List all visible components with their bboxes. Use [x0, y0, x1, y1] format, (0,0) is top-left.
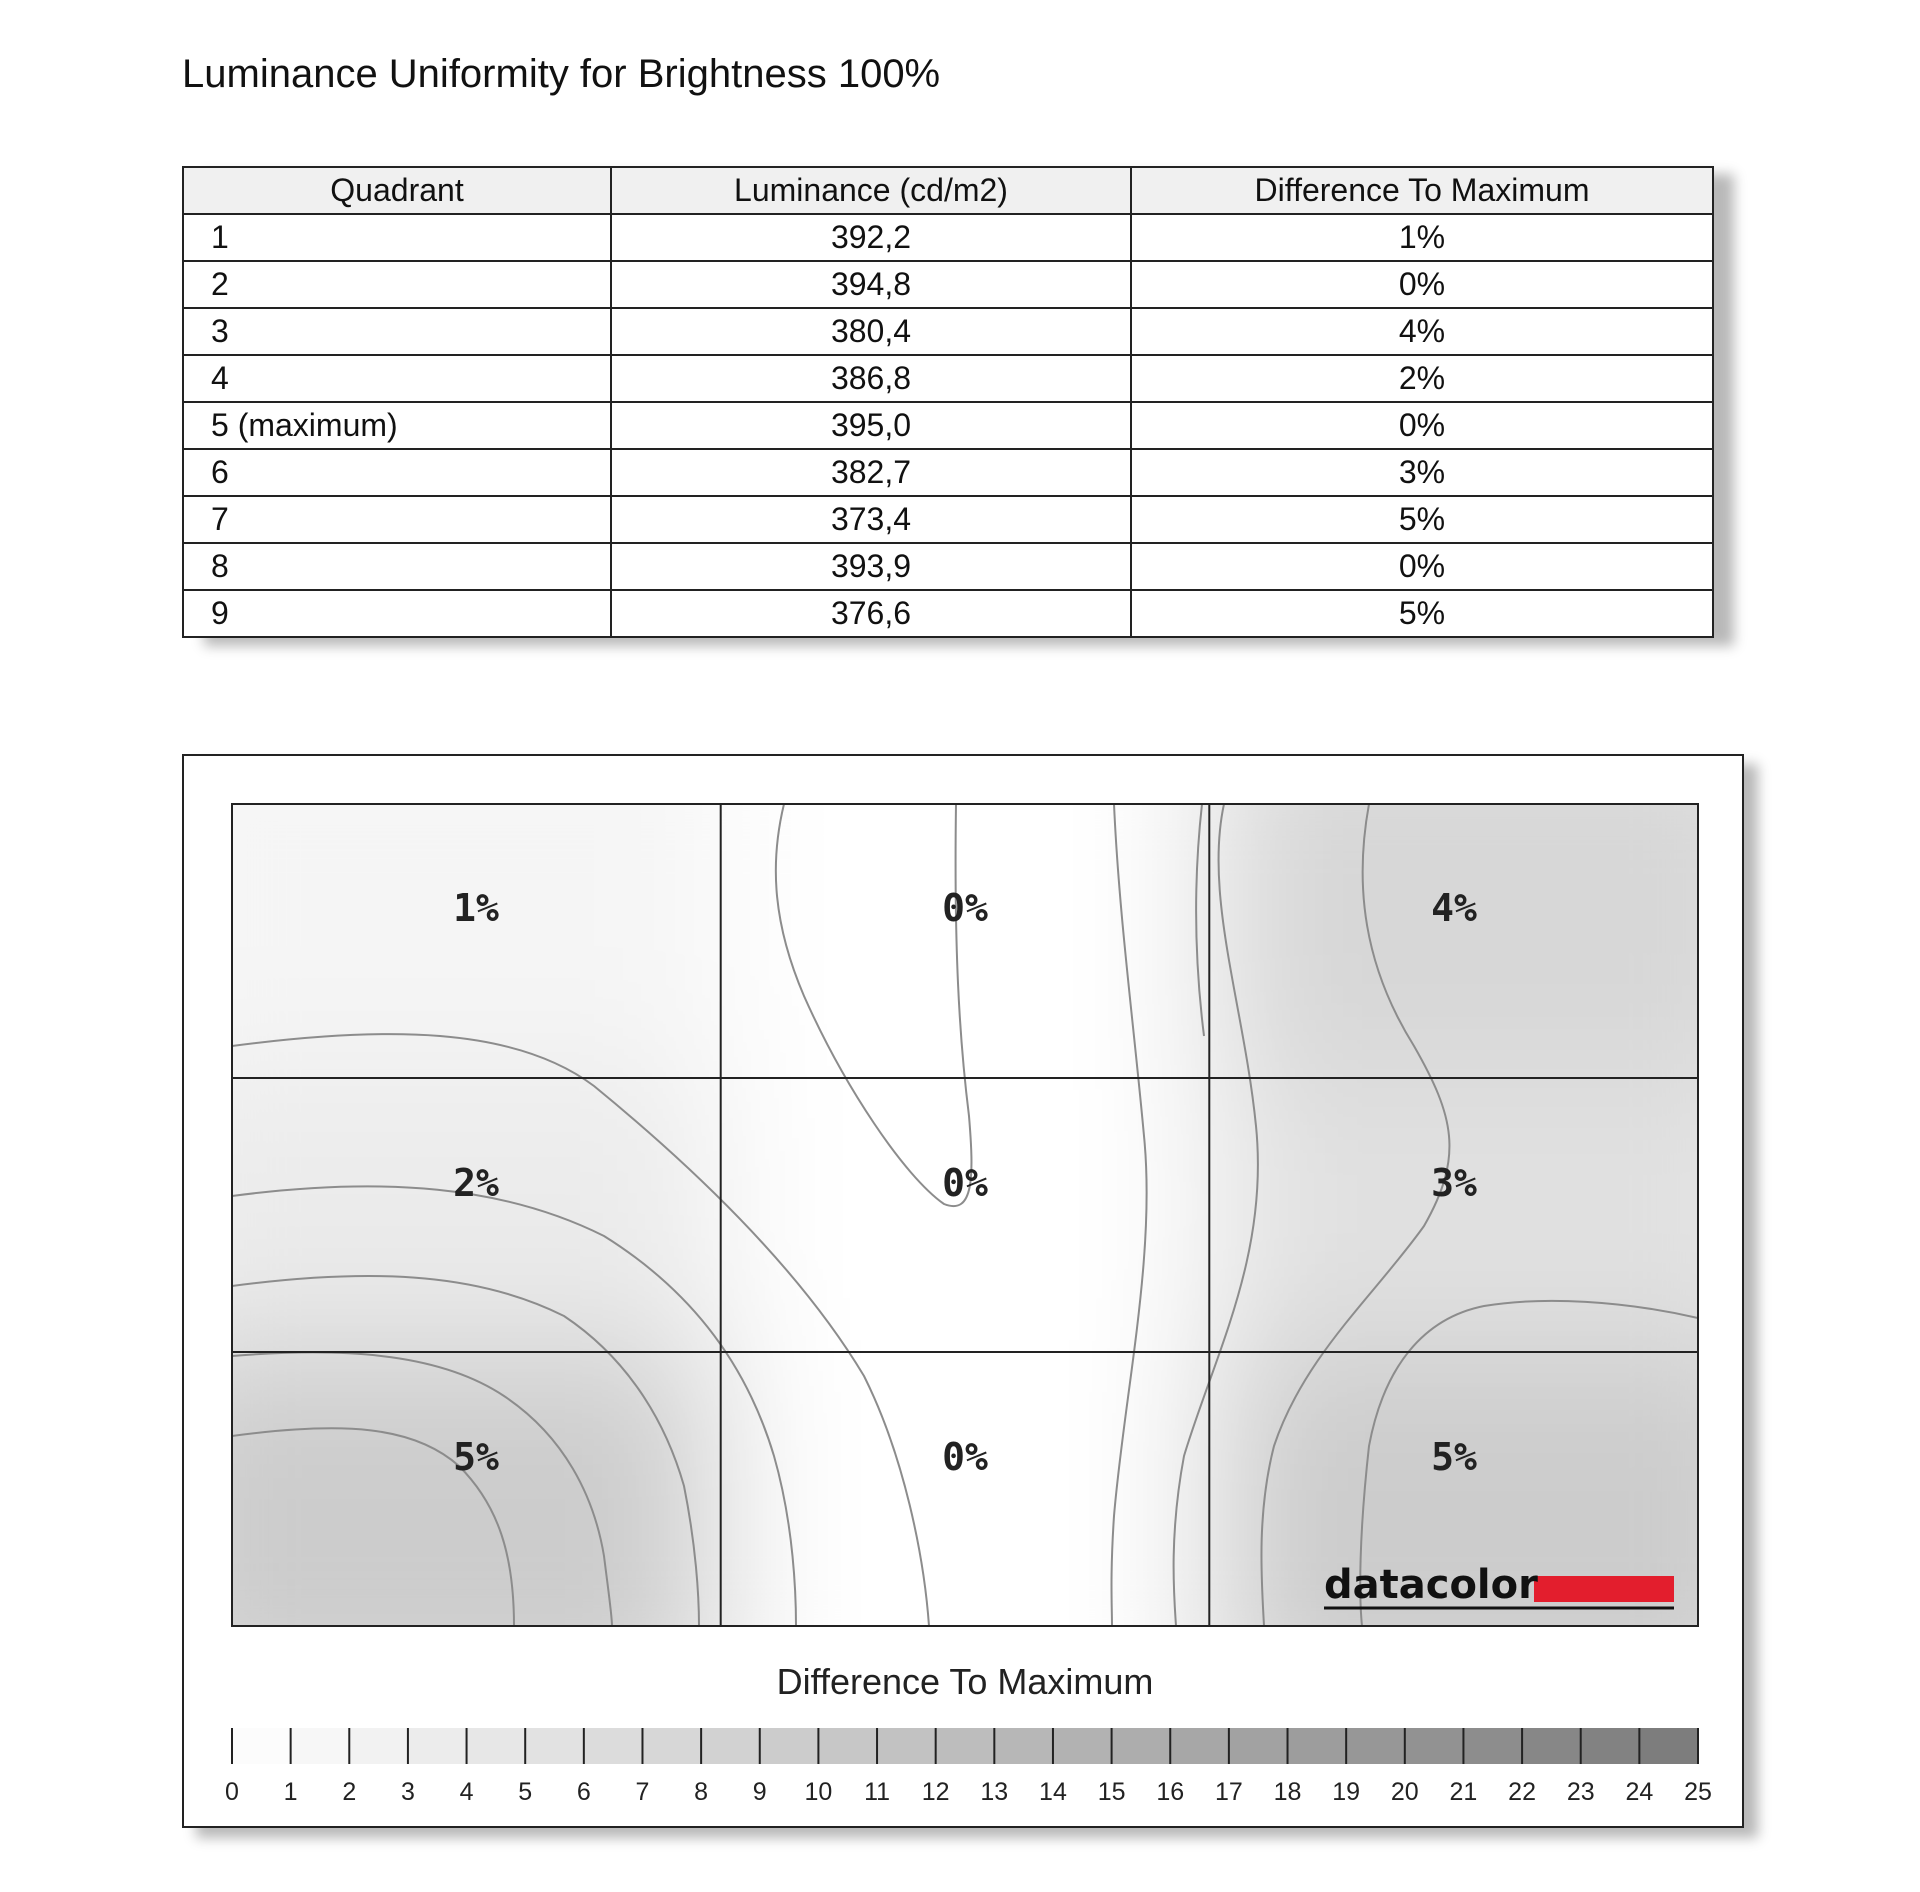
legend-segment	[1170, 1728, 1229, 1764]
quadrant-cell: 6	[183, 449, 611, 496]
header-quadrant: Quadrant	[183, 167, 611, 214]
legend-tick-label: 20	[1390, 1778, 1419, 1806]
luminance-cell: 392,2	[611, 214, 1131, 261]
quadrant-cell: 8	[183, 543, 611, 590]
legend-tick-label: 17	[1214, 1778, 1243, 1806]
legend-tick-label: 19	[1332, 1778, 1361, 1806]
legend-tick-label: 7	[635, 1778, 650, 1806]
luminance-cell: 386,8	[611, 355, 1131, 402]
legend-segment	[408, 1728, 467, 1764]
legend-segment	[291, 1728, 350, 1764]
legend-segment	[1522, 1728, 1581, 1764]
heatmap-cell	[184, 1078, 721, 1352]
legend-segment	[642, 1728, 701, 1764]
difference-cell: 5%	[1131, 590, 1713, 637]
table-row	[183, 261, 1713, 308]
legend-tick-label: 9	[752, 1778, 767, 1806]
quadrant-cell: 3	[183, 308, 611, 355]
table-row	[183, 355, 1713, 402]
legend-tick-label: 0	[225, 1778, 239, 1806]
legend-segment	[818, 1728, 877, 1764]
legend-segment	[1229, 1728, 1288, 1764]
header-difference: Difference To Maximum	[1131, 167, 1713, 214]
legend-segment	[1288, 1728, 1347, 1764]
legend-tick-label: 22	[1508, 1778, 1536, 1806]
cell-label: 1%	[453, 886, 499, 930]
legend-segment	[1053, 1728, 1112, 1764]
legend-tick-label: 10	[804, 1778, 833, 1806]
difference-cell: 0%	[1131, 402, 1713, 449]
cell-label: 5%	[1431, 1435, 1477, 1479]
quadrant-cell: 9	[183, 590, 611, 637]
luminance-cell: 393,9	[611, 543, 1131, 590]
table-row	[183, 449, 1713, 496]
table-row	[183, 590, 1713, 637]
legend-tick-label: 21	[1449, 1778, 1478, 1806]
legend-title: Difference To Maximum	[776, 1661, 1154, 1702]
luminance-cell: 382,7	[611, 449, 1131, 496]
page-title: Luminance Uniformity for Brightness 100%	[182, 52, 941, 96]
legend-segment	[232, 1728, 291, 1764]
legend-segment	[584, 1728, 643, 1764]
difference-cell: 5%	[1131, 496, 1713, 543]
luminance-cell: 395,0	[611, 402, 1131, 449]
luminance-cell: 373,4	[611, 496, 1131, 543]
uniformity-chart-frame	[182, 754, 1744, 1828]
table-row	[183, 496, 1713, 543]
cell-label: 2%	[453, 1161, 499, 1205]
luminance-cell: 380,4	[611, 308, 1131, 355]
table-row	[183, 543, 1713, 590]
luminance-table	[182, 166, 1714, 638]
legend-tick-label: 8	[694, 1778, 709, 1806]
legend-tick-label: 24	[1625, 1778, 1654, 1806]
legend-tick-label: 5	[518, 1778, 533, 1806]
difference-cell: 1%	[1131, 214, 1713, 261]
legend-segment	[1405, 1728, 1464, 1764]
table-row	[183, 308, 1713, 355]
legend-tick-label: 15	[1097, 1778, 1126, 1806]
cell-label: 0%	[942, 1161, 988, 1205]
legend-tick-label: 25	[1684, 1778, 1712, 1806]
uniformity-chart	[184, 756, 1742, 1826]
legend-tick-label: 23	[1566, 1778, 1595, 1806]
quadrant-cell: 7	[183, 496, 611, 543]
difference-cell: 2%	[1131, 355, 1713, 402]
legend-segment	[525, 1728, 584, 1764]
legend-segment	[701, 1728, 760, 1764]
legend-tick-label: 2	[342, 1778, 357, 1806]
legend-tick-label: 6	[576, 1778, 591, 1806]
legend-tick-label: 4	[459, 1778, 474, 1806]
legend-segment	[1463, 1728, 1522, 1764]
difference-cell: 3%	[1131, 449, 1713, 496]
legend-tick-label: 12	[921, 1778, 950, 1806]
legend-segment	[877, 1728, 936, 1764]
difference-cell: 0%	[1131, 261, 1713, 308]
legend-segment	[1346, 1728, 1405, 1764]
legend-segment	[1112, 1728, 1171, 1764]
legend-tick-label: 16	[1156, 1778, 1185, 1806]
legend-tick-label: 18	[1273, 1778, 1302, 1806]
heatmap-cell	[721, 1078, 1210, 1352]
legend-segment	[349, 1728, 408, 1764]
legend-tick-label: 1	[283, 1778, 298, 1806]
legend-scale	[225, 1728, 1712, 1806]
heatmap-cell	[184, 1352, 721, 1726]
cell-label: 0%	[942, 886, 988, 930]
legend-segment	[936, 1728, 995, 1764]
luminance-table-container	[182, 166, 1712, 638]
quadrant-cell: 4	[183, 355, 611, 402]
luminance-cell: 394,8	[611, 261, 1131, 308]
cell-label: 0%	[942, 1435, 988, 1479]
legend-tick-label: 13	[980, 1778, 1009, 1806]
header-luminance: Luminance (cd/m2)	[611, 167, 1131, 214]
difference-cell: 4%	[1131, 308, 1713, 355]
table-row	[183, 214, 1713, 261]
luminance-cell: 376,6	[611, 590, 1131, 637]
logo-text: datacolor	[1324, 1562, 1538, 1608]
legend-segment	[760, 1728, 819, 1764]
quadrant-cell: 1	[183, 214, 611, 261]
logo-bar	[1534, 1576, 1674, 1602]
difference-cell: 0%	[1131, 543, 1713, 590]
cell-label: 5%	[453, 1435, 499, 1479]
cell-label: 4%	[1431, 886, 1477, 930]
legend-tick-label: 11	[864, 1778, 891, 1806]
legend-segment	[467, 1728, 526, 1764]
table-header-row	[183, 167, 1713, 214]
legend-segment	[994, 1728, 1053, 1764]
quadrant-cell: 2	[183, 261, 611, 308]
cell-label: 3%	[1431, 1161, 1477, 1205]
legend-tick-label: 14	[1039, 1778, 1067, 1806]
legend-tick-label: 3	[400, 1778, 415, 1806]
quadrant-cell: 5 (maximum)	[183, 402, 611, 449]
table-row	[183, 402, 1713, 449]
legend-segment	[1581, 1728, 1640, 1764]
legend-segment	[1639, 1728, 1698, 1764]
